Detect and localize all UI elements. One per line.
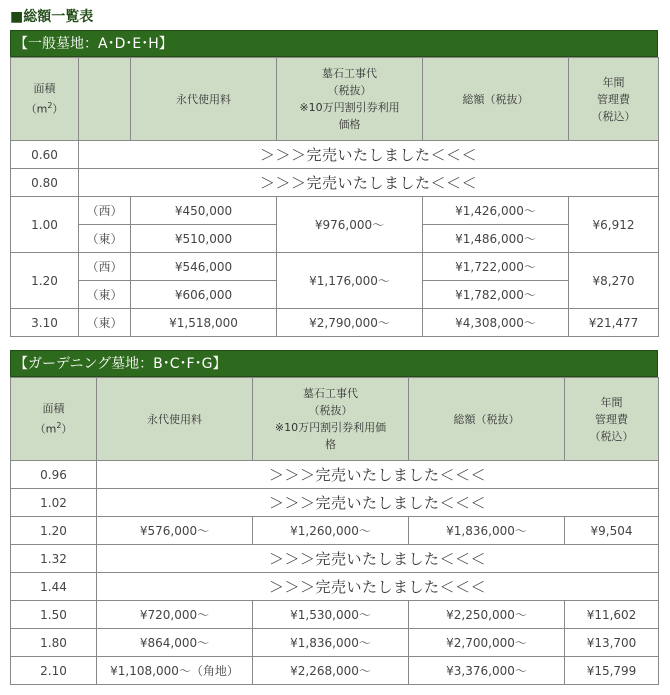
area-cell: 0.80: [11, 169, 79, 197]
stone-work-cell: ¥976,000～: [277, 197, 423, 253]
stone-work-cell: ¥2,268,000～: [253, 657, 409, 685]
total-cell: ¥4,308,000～: [423, 309, 569, 337]
sold-out-cell: ＞＞＞完売いたしました＜＜＜: [97, 573, 659, 601]
total-header: 総額（税抜）: [423, 58, 569, 141]
perpetual-fee-cell: ¥1,518,000: [131, 309, 277, 337]
perpetual-fee-cell: ¥720,000～: [97, 601, 253, 629]
total-cell: ¥2,250,000～: [409, 601, 565, 629]
section-header: 【一般墓地：A･D･E･H】: [10, 30, 658, 57]
stone-work-cell: ¥2,790,000～: [277, 309, 423, 337]
direction-cell: （東）: [79, 309, 131, 337]
management-fee-cell: ¥13,700: [565, 629, 659, 657]
management-fee-cell: ¥21,477: [569, 309, 659, 337]
general-graves-section: [10, 30, 658, 337]
area-cell: 1.80: [11, 629, 97, 657]
header-row: [11, 378, 659, 461]
perpetual-fee-cell: ¥450,000: [131, 197, 277, 225]
sold-out-cell: ＞＞＞完売いたしました＜＜＜: [79, 169, 659, 197]
perpetual-fee-cell: ¥510,000: [131, 225, 277, 253]
perpetual-fee-cell: ¥546,000: [131, 253, 277, 281]
total-cell: ¥1,782,000～: [423, 281, 569, 309]
table-row: [11, 169, 659, 197]
stone-work-cell: ¥1,260,000～: [253, 517, 409, 545]
stone-work-cell: ¥1,530,000～: [253, 601, 409, 629]
perpetual-fee-cell: ¥864,000～: [97, 629, 253, 657]
management-fee-cell: ¥9,504: [565, 517, 659, 545]
gardening-graves-table: [10, 377, 659, 685]
area-cell: 3.10: [11, 309, 79, 337]
sold-out-cell: ＞＞＞完売いたしました＜＜＜: [97, 545, 659, 573]
table-row: [11, 657, 659, 685]
table-row: [11, 309, 659, 337]
direction-cell: （西）: [79, 253, 131, 281]
perpetual-fee-cell: ¥606,000: [131, 281, 277, 309]
management-fee-cell: ¥8,270: [569, 253, 659, 309]
gardening-graves-section: [10, 350, 658, 685]
stone-work-header: 墓石工事代 （税抜） ※10万円割引券利用価 格: [253, 378, 409, 461]
general-graves-table: [10, 57, 659, 337]
area-cell: 1.50: [11, 601, 97, 629]
table-row: [11, 573, 659, 601]
area-cell: 1.02: [11, 489, 97, 517]
area-header: 面積 $(m^2)$: [11, 378, 97, 461]
area-cell: 1.32: [11, 545, 97, 573]
sold-out-cell: ＞＞＞完売いたしました＜＜＜: [97, 489, 659, 517]
sold-out-cell: ＞＞＞完売いたしました＜＜＜: [97, 461, 659, 489]
direction-cell: （西）: [79, 197, 131, 225]
table-row: [11, 253, 659, 281]
total-cell: ¥1,722,000～: [423, 253, 569, 281]
perpetual-fee-header: 永代使用料: [131, 58, 277, 141]
total-cell: ¥2,700,000～: [409, 629, 565, 657]
area-cell: 0.60: [11, 141, 79, 169]
management-fee-header: 年間 管理費 （税込）: [569, 58, 659, 141]
perpetual-fee-cell: ¥1,108,000～（角地）: [97, 657, 253, 685]
area-cell: 1.20: [11, 253, 79, 309]
table-row: [11, 489, 659, 517]
perpetual-fee-header: 永代使用料: [97, 378, 253, 461]
management-fee-cell: ¥6,912: [569, 197, 659, 253]
area-cell: 1.00: [11, 197, 79, 253]
total-cell: ¥1,486,000～: [423, 225, 569, 253]
table-row: [11, 461, 659, 489]
total-cell: ¥3,376,000～: [409, 657, 565, 685]
table-row: [11, 601, 659, 629]
table-row: [11, 517, 659, 545]
section-header: 【ガーデニング墓地：B･C･F･G】: [10, 350, 658, 377]
area-header: 面積 $(m^2)$: [11, 58, 79, 141]
management-fee-cell: ¥15,799: [565, 657, 659, 685]
table-row: [11, 545, 659, 573]
stone-work-cell: ¥1,836,000～: [253, 629, 409, 657]
header-row: [11, 58, 659, 141]
direction-cell: （東）: [79, 281, 131, 309]
table-row: [11, 629, 659, 657]
direction-header: [79, 58, 131, 141]
table-row: [11, 141, 659, 169]
area-cell: 2.10: [11, 657, 97, 685]
total-cell: ¥1,836,000～: [409, 517, 565, 545]
table-row: [11, 197, 659, 225]
area-cell: 1.44: [11, 573, 97, 601]
direction-cell: （東）: [79, 225, 131, 253]
total-header: 総額（税抜）: [409, 378, 565, 461]
stone-work-cell: ¥1,176,000～: [277, 253, 423, 309]
page-title: ■総額一覧表: [10, 9, 94, 25]
sold-out-cell: ＞＞＞完売いたしました＜＜＜: [79, 141, 659, 169]
total-cell: ¥1,426,000～: [423, 197, 569, 225]
management-fee-cell: ¥11,602: [565, 601, 659, 629]
stone-work-header: 墓石工事代 （税抜） ※10万円割引券利用 価格: [277, 58, 423, 141]
perpetual-fee-cell: ¥576,000～: [97, 517, 253, 545]
management-fee-header: 年間 管理費 （税込）: [565, 378, 659, 461]
area-cell: 0.96: [11, 461, 97, 489]
area-cell: 1.20: [11, 517, 97, 545]
